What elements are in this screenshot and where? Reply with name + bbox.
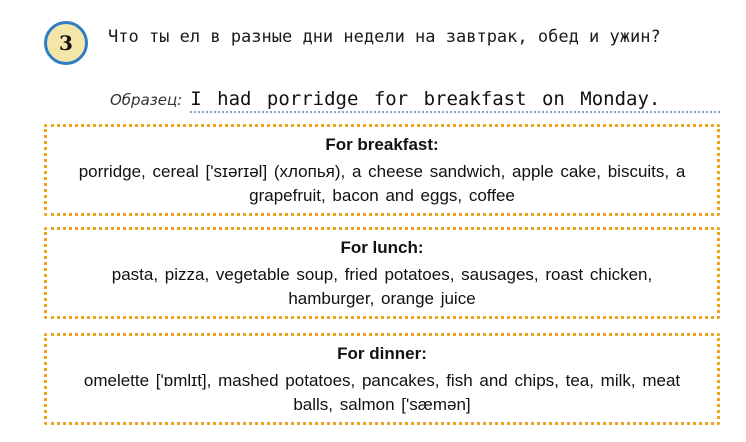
breakfast-panel bbox=[44, 124, 720, 216]
breakfast-items: porridge, cereal ['sɪərɪəl] (хлопья), a cheese sandwich, apple cake, biscuits, a grapefruit, bacon and eggs, coffee bbox=[78, 162, 686, 205]
example-label: Образец: bbox=[110, 91, 183, 109]
dinner-items: omelette ['ɒmlɪt], mashed potatoes, pancakes, fish and chips, tea, milk, meat balls, salmon ['sæmən] bbox=[83, 371, 681, 414]
task-instruction: Что ты ел в разные дни недели на завтрак, обед и ужин? bbox=[108, 27, 661, 47]
lunch-title: For lunch: bbox=[340, 238, 424, 257]
example-sentence: I had porridge for breakfast on Monday. bbox=[190, 88, 720, 113]
example-line bbox=[110, 88, 720, 118]
dinner-title: For dinner: bbox=[337, 344, 427, 363]
lunch-items: pasta, pizza, vegetable soup, fried potatoes, sausages, roast chicken, hamburger, orange juice bbox=[111, 265, 653, 308]
breakfast-title: For breakfast: bbox=[325, 135, 439, 154]
task-number-badge bbox=[44, 21, 88, 65]
dinner-panel bbox=[44, 333, 720, 425]
lunch-panel bbox=[44, 227, 720, 319]
task-number: 3 bbox=[59, 31, 73, 55]
